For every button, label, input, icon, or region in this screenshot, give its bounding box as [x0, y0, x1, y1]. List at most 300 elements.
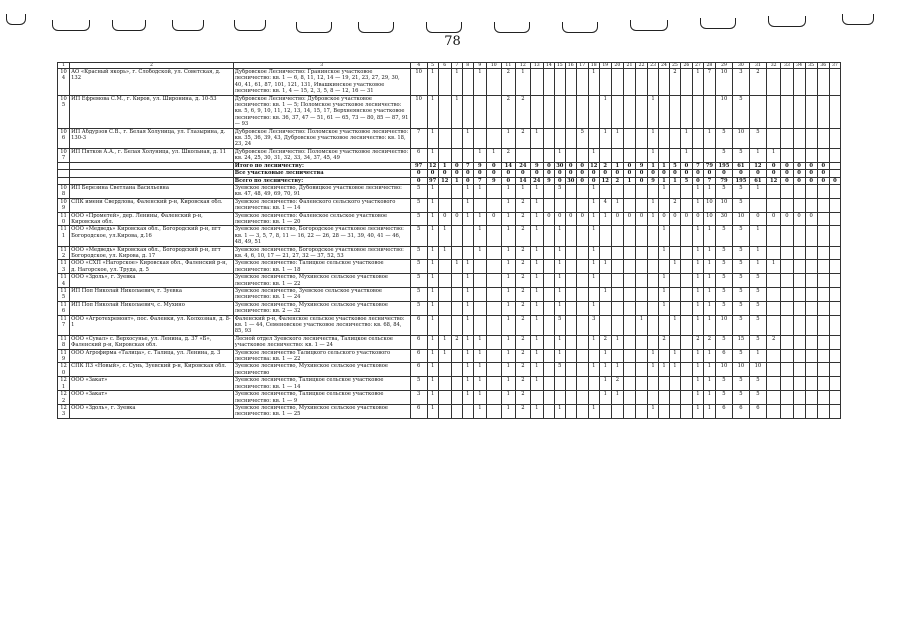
- value-cell: [766, 363, 781, 377]
- column-number: 33: [781, 63, 793, 69]
- column-number: 7: [451, 63, 462, 69]
- value-cell: [576, 260, 588, 274]
- value-cell: [659, 404, 670, 418]
- value-cell: 14: [501, 162, 516, 169]
- value-cell: 1: [648, 198, 659, 212]
- value-cell: [623, 404, 635, 418]
- value-cell: 10: [732, 363, 749, 377]
- value-cell: [817, 69, 829, 96]
- value-cell: [487, 377, 502, 391]
- value-cell: 1: [530, 404, 543, 418]
- value-cell: 1: [473, 69, 486, 96]
- value-cell: [817, 335, 829, 349]
- value-cell: 0: [427, 170, 438, 177]
- row-number: 116: [58, 301, 70, 315]
- row-number: 113: [58, 260, 70, 274]
- column-number: 3: [233, 63, 410, 69]
- value-cell: [817, 226, 829, 246]
- value-cell: [636, 148, 648, 162]
- value-cell: 1: [438, 246, 451, 260]
- value-cell: 30: [556, 162, 564, 169]
- value-cell: [565, 148, 576, 162]
- value-cell: 1: [530, 288, 543, 302]
- value-cell: 1: [669, 349, 680, 363]
- value-cell: 2: [516, 363, 531, 377]
- value-cell: [793, 274, 805, 288]
- value-cell: 1: [473, 335, 486, 349]
- location-cell: Зуевское лесничество, Мухинское сельское участковое лесничество: кв. 1 — 22: [233, 274, 410, 288]
- value-cell: 1: [530, 315, 543, 335]
- value-cell: [543, 274, 554, 288]
- value-cell: 1: [703, 349, 715, 363]
- value-cell: [817, 246, 829, 260]
- value-cell: [487, 226, 502, 246]
- location-cell: Дубровское Лесничество: Гранинское участковое лесничество: кв. 1 — 6, 8, 11, 12, 14 — 19, 21, 23, 27, 29, 30, 40, 41, 61, 87, 101, 121, 131, Ивашкинское участковое лесничество: кв. 1, 4 — 15, 2, 3, 5, 8 — 12, 16 — 31: [233, 69, 410, 96]
- value-cell: 12: [766, 177, 781, 184]
- location-cell: Зуевское лесничество, Зуевское сельское участковое лесничество: кв. 1 — 24: [233, 288, 410, 302]
- value-cell: 1: [462, 349, 473, 363]
- value-cell: 1: [530, 349, 543, 363]
- value-cell: [636, 274, 648, 288]
- value-cell: 1: [611, 335, 623, 349]
- value-cell: 1: [530, 246, 543, 260]
- value-cell: 1: [703, 274, 715, 288]
- value-cell: [793, 69, 805, 96]
- value-cell: 1: [588, 226, 599, 246]
- column-number: 20: [611, 63, 623, 69]
- value-cell: [623, 315, 635, 335]
- column-number: 2: [70, 63, 234, 69]
- value-cell: [611, 246, 623, 260]
- value-cell: [680, 363, 692, 377]
- value-cell: 1: [427, 184, 438, 198]
- value-cell: [451, 288, 462, 302]
- value-cell: 1: [530, 198, 543, 212]
- value-cell: 6: [410, 363, 427, 377]
- value-cell: [576, 301, 588, 315]
- value-cell: [781, 184, 793, 198]
- organization-cell: [70, 162, 234, 169]
- value-cell: 1: [692, 377, 703, 391]
- value-cell: [829, 184, 840, 198]
- value-cell: [648, 301, 659, 315]
- value-cell: [669, 184, 680, 198]
- value-cell: [451, 404, 462, 418]
- value-cell: [543, 148, 554, 162]
- value-cell: 10: [410, 69, 427, 96]
- value-cell: [805, 69, 817, 96]
- value-cell: [817, 198, 829, 212]
- value-cell: [636, 246, 648, 260]
- value-cell: 97: [428, 177, 437, 184]
- value-cell: 0: [438, 170, 451, 177]
- value-cell: [781, 335, 793, 349]
- row-number: [58, 170, 70, 177]
- value-cell: 79: [703, 162, 715, 169]
- value-cell: [781, 288, 793, 302]
- value-cell: 2: [516, 260, 531, 274]
- value-cell: 0: [576, 170, 588, 177]
- value-cell: [487, 198, 502, 212]
- location-cell: Дубровское Лесничество: Дубровское участковое лесничество: кв. 1 — 5; Поломское участковое лесничество: кв. 5, 6, 9, 10, 11, 12, 13, 14, 15, 17, Верхнеянское участковое лесничество: кв. 36, 37, 47 — 51, 61 — 65, 73 — 80, 85 — 87, 91 — 93: [234, 95, 409, 128]
- value-cell: 1: [749, 148, 766, 162]
- value-cell: [781, 391, 793, 405]
- table-row: [58, 162, 841, 169]
- value-cell: [487, 288, 502, 302]
- value-cell: [554, 95, 565, 128]
- value-cell: [805, 349, 817, 363]
- value-cell: 2: [599, 162, 611, 169]
- value-cell: 1: [669, 177, 680, 184]
- value-cell: 1: [703, 377, 715, 391]
- value-cell: [530, 391, 543, 405]
- value-cell: [451, 363, 462, 377]
- value-cell: 1: [588, 212, 599, 226]
- value-cell: 0: [565, 170, 576, 177]
- value-cell: [576, 226, 588, 246]
- location-cell: Зуевское лесничество, Мухинское сельское участковое лесничество: кв. 1 — 25: [233, 404, 410, 418]
- value-cell: 1: [501, 274, 516, 288]
- table-row: [58, 288, 841, 302]
- value-cell: [703, 148, 715, 162]
- value-cell: [451, 128, 462, 148]
- value-cell: 1: [487, 148, 502, 162]
- value-cell: 1: [473, 184, 486, 198]
- value-cell: 2: [516, 377, 531, 391]
- value-cell: [623, 301, 635, 315]
- value-cell: 5: [410, 246, 427, 260]
- value-cell: [805, 363, 817, 377]
- value-cell: [543, 226, 554, 246]
- row-number: 105: [58, 95, 70, 128]
- value-cell: 5: [669, 162, 680, 169]
- value-cell: [648, 391, 659, 405]
- value-cell: [829, 246, 840, 260]
- value-cell: 6: [749, 404, 766, 418]
- column-number: 19: [599, 63, 611, 69]
- value-cell: [692, 128, 703, 148]
- value-cell: 2: [516, 391, 531, 405]
- value-cell: [438, 198, 451, 212]
- value-cell: 4: [599, 198, 611, 212]
- value-cell: 0: [530, 170, 543, 177]
- value-cell: [473, 95, 486, 128]
- value-cell: 0: [588, 170, 599, 177]
- value-cell: 5: [715, 184, 732, 198]
- value-cell: 1: [473, 363, 486, 377]
- value-cell: 5: [732, 95, 749, 128]
- value-cell: 0: [565, 162, 576, 169]
- column-number: 22: [636, 63, 648, 69]
- value-cell: 1: [749, 246, 766, 260]
- value-cell: 1: [588, 184, 599, 198]
- value-cell: [565, 301, 576, 315]
- value-cell: [829, 95, 840, 128]
- row-number: [58, 177, 70, 184]
- value-cell: 1: [501, 349, 516, 363]
- value-cell: 1: [611, 162, 623, 169]
- value-cell: 5: [732, 391, 749, 405]
- column-number: 35: [805, 63, 817, 69]
- value-cell: [636, 301, 648, 315]
- value-cell: [487, 404, 502, 418]
- value-cell: [487, 391, 502, 405]
- value-cell: 5: [749, 301, 766, 315]
- value-cell: [554, 198, 565, 212]
- table-row: [58, 148, 841, 162]
- value-cell: [680, 69, 692, 96]
- value-cell: [438, 404, 451, 418]
- value-cell: 1: [703, 391, 715, 405]
- value-cell: 1: [749, 260, 766, 274]
- value-cell: 2: [501, 69, 516, 96]
- value-cell: 2: [516, 95, 531, 128]
- value-cell: 1: [703, 363, 715, 377]
- value-cell: 79: [715, 177, 732, 184]
- value-cell: [829, 335, 840, 349]
- value-cell: [781, 226, 793, 246]
- value-cell: 0: [543, 170, 554, 177]
- organization-cell: ООО «Здоль», г. Зуевка: [70, 274, 234, 288]
- value-cell: 1: [648, 162, 659, 169]
- value-cell: [438, 184, 451, 198]
- value-cell: [805, 335, 817, 349]
- value-cell: 1: [473, 148, 486, 162]
- value-cell: 1: [554, 335, 565, 349]
- value-cell: 2: [516, 404, 531, 418]
- value-cell: 1: [703, 260, 715, 274]
- value-cell: 7: [703, 177, 715, 184]
- value-cell: [554, 377, 565, 391]
- value-cell: [438, 274, 451, 288]
- organization-cell: АО «Красный якорь», г. Слободской, ул. Советская, д. 132: [70, 69, 234, 96]
- value-cell: 1: [554, 226, 565, 246]
- value-cell: 0: [766, 162, 781, 169]
- value-cell: [487, 260, 502, 274]
- column-number: 28: [703, 63, 715, 69]
- value-cell: 1: [530, 184, 543, 198]
- value-cell: 5: [732, 260, 749, 274]
- value-cell: 195: [715, 162, 732, 169]
- value-cell: [793, 315, 805, 335]
- value-cell: 7: [692, 162, 703, 169]
- value-cell: [588, 95, 599, 128]
- value-cell: [829, 391, 840, 405]
- column-number: 10: [487, 63, 502, 69]
- value-cell: [636, 335, 648, 349]
- value-cell: 10: [732, 128, 749, 148]
- value-cell: [473, 288, 486, 302]
- value-cell: [636, 198, 648, 212]
- value-cell: [599, 404, 611, 418]
- value-cell: 5: [749, 274, 766, 288]
- value-cell: [805, 184, 817, 198]
- value-cell: [829, 128, 840, 148]
- value-cell: [659, 128, 670, 148]
- value-cell: [576, 148, 588, 162]
- table-row: [58, 274, 841, 288]
- value-cell: 3: [732, 69, 749, 96]
- value-cell: 0: [805, 162, 817, 169]
- value-cell: 0: [516, 170, 531, 177]
- value-cell: [636, 377, 648, 391]
- value-cell: 1: [659, 274, 670, 288]
- value-cell: 1: [501, 377, 516, 391]
- value-cell: [680, 349, 692, 363]
- value-cell: 0: [680, 212, 692, 226]
- value-cell: 0: [501, 177, 516, 184]
- value-cell: 1: [554, 274, 565, 288]
- value-cell: 5: [410, 198, 427, 212]
- value-cell: [623, 377, 635, 391]
- value-cell: [451, 274, 462, 288]
- value-cell: [611, 69, 623, 96]
- value-cell: 1: [692, 260, 703, 274]
- value-cell: [793, 226, 805, 246]
- value-cell: 0: [703, 170, 715, 177]
- value-cell: 5: [715, 391, 732, 405]
- value-cell: [611, 226, 623, 246]
- value-cell: [805, 377, 817, 391]
- value-cell: 10: [715, 198, 732, 212]
- value-cell: 1: [703, 301, 715, 315]
- value-cell: 1: [692, 288, 703, 302]
- value-cell: 0: [781, 170, 793, 177]
- value-cell: [805, 391, 817, 405]
- value-cell: [648, 226, 659, 246]
- row-number: 106: [58, 128, 70, 148]
- value-cell: [636, 184, 648, 198]
- value-cell: 1: [451, 69, 462, 96]
- value-cell: 9: [636, 162, 648, 169]
- value-cell: 1: [703, 404, 715, 418]
- page-number: 78: [444, 34, 461, 49]
- value-cell: 1: [554, 288, 565, 302]
- value-cell: [462, 226, 473, 246]
- organization-cell: [70, 170, 234, 177]
- value-cell: 12: [590, 162, 598, 169]
- value-cell: [473, 198, 486, 212]
- value-cell: [543, 335, 554, 349]
- value-cell: [766, 274, 781, 288]
- value-cell: [565, 377, 576, 391]
- value-cell: 5: [410, 301, 427, 315]
- value-cell: 0: [793, 177, 805, 184]
- value-cell: [473, 128, 486, 148]
- value-cell: [473, 301, 486, 315]
- location-cell: Итого по лесничеству:: [233, 162, 410, 169]
- value-cell: 1: [692, 226, 703, 246]
- value-cell: [543, 377, 554, 391]
- value-cell: [554, 128, 565, 148]
- value-cell: [543, 184, 554, 198]
- value-cell: 1: [588, 301, 599, 315]
- value-cell: 1: [599, 349, 611, 363]
- value-cell: [438, 95, 451, 128]
- value-cell: [599, 301, 611, 315]
- value-cell: 5: [410, 377, 427, 391]
- value-cell: 1: [749, 184, 766, 198]
- value-cell: [669, 377, 680, 391]
- value-cell: [611, 315, 623, 335]
- value-cell: 1: [427, 212, 438, 226]
- value-cell: [680, 274, 692, 288]
- value-cell: 0: [636, 177, 648, 184]
- value-cell: 1: [427, 404, 438, 418]
- column-number: 37: [829, 63, 840, 69]
- value-cell: [543, 246, 554, 260]
- value-cell: [543, 349, 554, 363]
- value-cell: [543, 363, 554, 377]
- column-number: 36: [817, 63, 829, 69]
- value-cell: 5: [732, 377, 749, 391]
- row-number: 111: [58, 226, 70, 246]
- value-cell: [588, 377, 599, 391]
- value-cell: [438, 363, 451, 377]
- value-cell: [829, 170, 840, 177]
- value-cell: 1: [451, 95, 462, 128]
- table-row: [58, 349, 841, 363]
- value-cell: 5: [732, 288, 749, 302]
- value-cell: 1: [659, 301, 670, 315]
- column-number: 16: [565, 63, 576, 69]
- value-cell: [462, 148, 473, 162]
- value-cell: 5: [715, 260, 732, 274]
- value-cell: [438, 288, 451, 302]
- value-cell: 1: [692, 274, 703, 288]
- value-cell: [576, 404, 588, 418]
- value-cell: 1: [501, 363, 516, 377]
- value-cell: [781, 246, 793, 260]
- table-row: [58, 95, 841, 128]
- value-cell: 0: [501, 170, 516, 177]
- value-cell: [793, 128, 805, 148]
- value-cell: [805, 95, 817, 128]
- value-cell: [451, 315, 462, 335]
- table-row: [58, 335, 841, 349]
- value-cell: 0: [749, 212, 766, 226]
- value-cell: [565, 363, 576, 377]
- value-cell: 1: [501, 335, 516, 349]
- location-cell: Дубровское Лесничество: Поломское участковое лесничество: кв. 24, 25, 30, 31, 32, 33, 34, 37, 45, 49: [234, 148, 409, 162]
- value-cell: [462, 246, 473, 260]
- value-cell: 5: [749, 128, 766, 148]
- value-cell: 0: [451, 162, 462, 169]
- value-cell: 1: [623, 177, 635, 184]
- value-cell: [623, 69, 635, 96]
- value-cell: [692, 95, 703, 128]
- value-cell: 1: [427, 377, 438, 391]
- value-cell: [487, 95, 502, 128]
- value-cell: 5: [715, 377, 732, 391]
- value-cell: 1: [703, 246, 715, 260]
- value-cell: 5: [680, 177, 692, 184]
- value-cell: 61: [732, 162, 749, 169]
- value-cell: 1: [427, 226, 438, 246]
- location-cell: Всего по лесничеству:: [233, 177, 410, 184]
- value-cell: 1: [501, 212, 516, 226]
- value-cell: 2: [501, 148, 516, 162]
- value-cell: [766, 226, 781, 246]
- value-cell: [530, 95, 543, 128]
- value-cell: [817, 148, 829, 162]
- value-cell: 1: [680, 128, 692, 148]
- value-cell: [781, 363, 793, 377]
- value-cell: [781, 260, 793, 274]
- value-cell: 2: [659, 335, 670, 349]
- value-cell: 0: [623, 170, 635, 177]
- value-cell: 2: [451, 335, 462, 349]
